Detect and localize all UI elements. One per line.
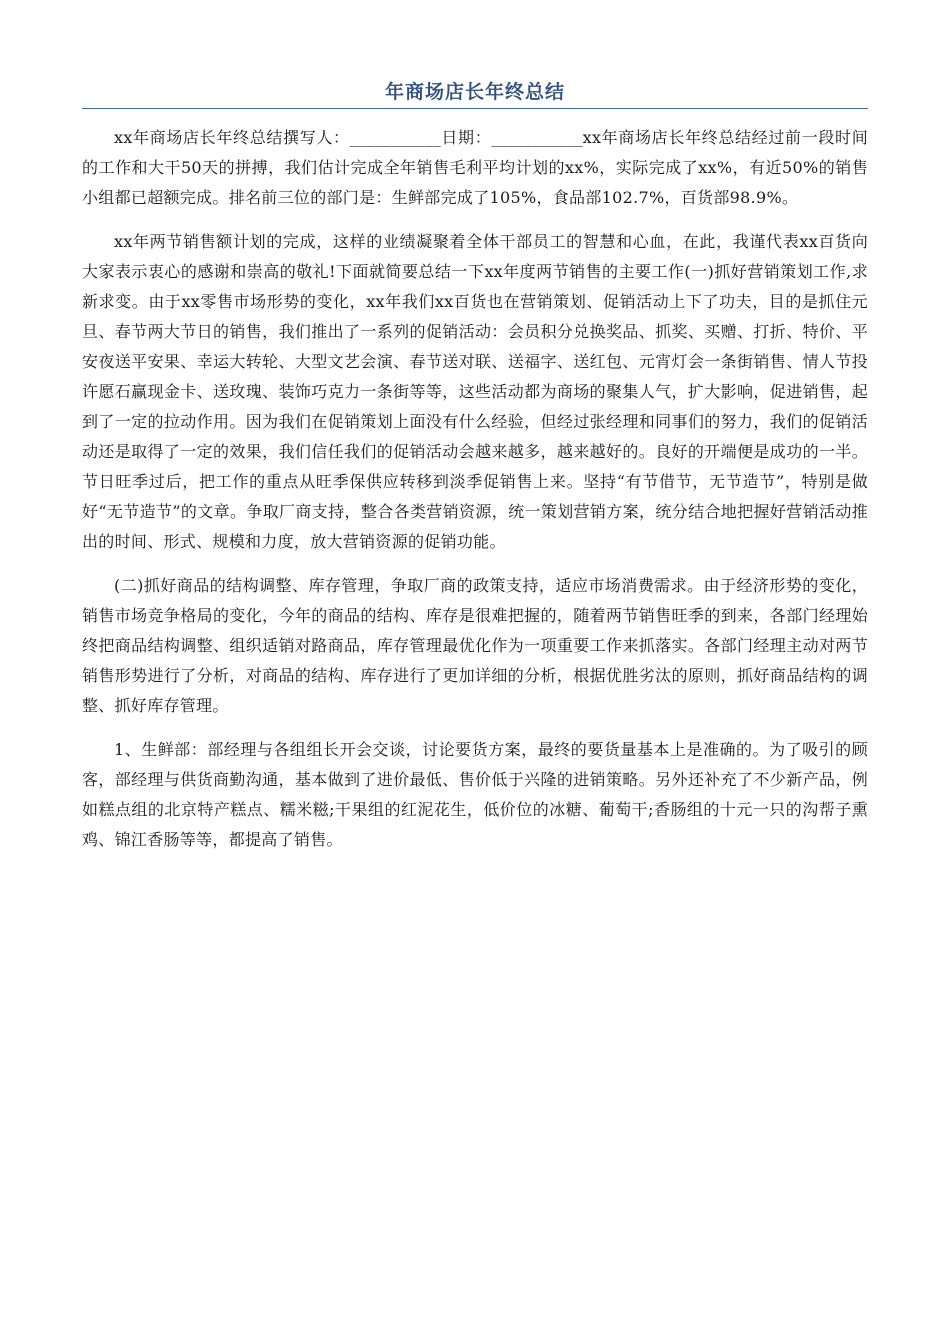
document-page (82, 78, 868, 869)
paragraph-inventory: (二)抓好商品的结构调整、库存管理，争取厂商的政策支持，适应市场消费需求。由于经济形势的变化，销售市场竞争格局的变化，今年的商品的结构、库存是很难把握的，随着两节销售旺季的到来，各部门经理始终把商品结构调整、组织适销对路商品，库存管理最优化作为一项重要工作来抓落实。各部门经理主动对两节销售形势进行了分析，对商品的结构、库存进行了更加详细的分析，根据优胜劣汰的原则，抓好商品结构的调整、抓好库存管理。 (82, 576, 868, 715)
paragraph-intro: xx年商场店长年终总结撰写人：___________日期：___________xx年商场店长年终总结经过前一段时间的工作和大干50天的拼搏，我们估计完成全年销售毛利平均计划的xx%，实际完成了xx%，有近50%的销售小组都已超额完成。排名前三位的部门是：生鲜部完成了105%，食品部102.7%，百货部98.9%。 (82, 128, 868, 207)
paragraph-fresh-department: 1、生鲜部：部经理与各组组长开会交谈，讨论要货方案，最终的要货量基本上是准确的。为了吸引的顾客，部经理与供货商勤沟通，基本做到了进价最低、售价低于兴隆的进销策略。另外还补充了不少新产品，例如糕点组的北京特产糕点、糯米糍;干果组的红泥花生，低价位的冰糖、葡萄干;香肠组的十元一只的沟帮子熏鸡、锦江香肠等等，都提高了销售。 (82, 740, 868, 849)
title-divider (82, 108, 868, 109)
paragraph-marketing: xx年两节销售额计划的完成，这样的业绩凝聚着全体干部员工的智慧和心血，在此，我谨代表xx百货向大家表示衷心的感谢和崇高的敬礼!下面就简要总结一下xx年度两节销售的主要工作(一)抓好营销策划工作,求新求变。由于xx零售市场形势的变化，xx年我们xx百货也在营销策划、促销活动上下了功夫，目的是抓住元旦、春节两大节日的销售，我们推出了一系列的促销活动：会员积分兑换奖品、抓奖、买赠、打折、特价、平安夜送平安果、幸运大转轮、大型文艺会演、春节送对联、送福字、送红包、元宵灯会一条街销售、情人节投许愿石赢现金卡、送玫瑰、装饰巧克力一条街等等，这些活动都为商场的聚集人气，扩大影响，促进销售，起到了一定的拉动作用。因为我们在促销策划上面没有什么经验，但经过张经理和同事们的努力，我们的促销活动还是取得了一定的效果，我们信任我们的促销活动会越来越多，越来越好的。良好的开端便是成功的一半。节日旺季过后，把工作的重点从旺季保供应转移到淡季促销售上来。坚持“有节借节，无节造节”，特别是做好“无节造节”的文章。争取厂商支持，整合各类营销资源，统一策划营销方案，统分结合地把握好营销活动推出的时间、形式、规模和力度，放大营销资源的促销功能。 (82, 232, 868, 551)
document-title: 年商场店长年终总结 (384, 81, 565, 103)
